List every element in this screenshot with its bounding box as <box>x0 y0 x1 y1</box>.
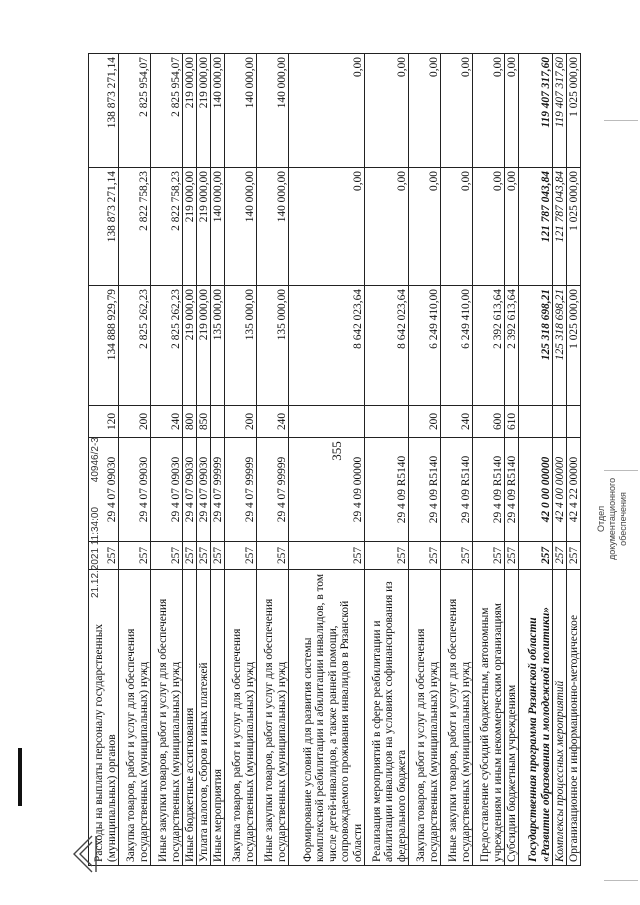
row-program-code: 29 4 07 99999 <box>257 438 289 542</box>
row-amount-2023: 140 000,00 <box>257 168 289 286</box>
table-row <box>365 54 409 866</box>
row-amount-2022: 135 000,00 <box>225 286 257 406</box>
row-name: Иные закупки товаров, работ и услуг для обеспечения государственных (муниципальных) нужд <box>151 570 183 866</box>
row-amount-2024: 138 873 271,14 <box>89 54 119 168</box>
row-name: Реализация мероприятий в сфере реабилитации и абилитации инвалидов на условиях софинансирования из федерального бюджета <box>365 570 409 866</box>
row-name: Государственная программа Рязанской области «Развитие образования и молодежной политики» <box>519 570 553 866</box>
row-agency-code: 257 <box>409 542 441 570</box>
row-amount-2023: 1 025 000,00 <box>567 168 581 286</box>
row-program-code: 29 4 09 R5140 <box>365 438 409 542</box>
row-name: Организационное и информационно-методическое <box>567 570 581 866</box>
row-amount-2022: 2 825 262,23 <box>151 286 183 406</box>
row-agency-code: 257 <box>567 542 581 570</box>
row-amount-2023: 138 873 271,14 <box>89 168 119 286</box>
row-amount-2022: 219 000,00 <box>183 286 197 406</box>
row-program-code: 29 4 09 R5140 <box>505 438 519 542</box>
row-name: Формирование условий для развития системы комплексной реабилитации и абилитации инвалидов, в том числе детей-инвалидов, а также ранней помощи, сопровождаемого проживания инвалидов в Рязанской области <box>289 570 365 866</box>
row-agency-code: 257 <box>89 542 119 570</box>
row-amount-2022: 6 249 410,00 <box>441 286 473 406</box>
row-amount-2024: 2 825 954,07 <box>151 54 183 168</box>
row-expense-type: 800 <box>183 406 197 438</box>
row-name: Иные закупки товаров, работ и услуг для обеспечения государственных (муниципальных) нужд <box>441 570 473 866</box>
row-amount-2024: 0,00 <box>289 54 365 168</box>
row-expense-type: 120 <box>89 406 119 438</box>
table-row <box>289 54 365 866</box>
table-row <box>211 54 225 866</box>
row-agency-code: 257 <box>183 542 197 570</box>
row-program-code: 29 4 07 09030 <box>183 438 197 542</box>
row-amount-2022: 6 249 410,00 <box>409 286 441 406</box>
row-expense-type: 610 <box>505 406 519 438</box>
row-expense-type: 200 <box>119 406 151 438</box>
row-name: Иные закупки товаров, работ и услуг для обеспечения государственных (муниципальных) нужд <box>257 570 289 866</box>
table-row <box>505 54 519 866</box>
row-amount-2024: 140 000,00 <box>211 54 225 168</box>
row-program-code: 29 4 09 R5140 <box>409 438 441 542</box>
row-program-code: 29 4 09 R5140 <box>441 438 473 542</box>
row-amount-2023: 140 000,00 <box>211 168 225 286</box>
row-amount-2022: 125 318 698,21 <box>553 286 567 406</box>
row-agency-code: 257 <box>119 542 151 570</box>
department-line-2: обеспечения <box>618 492 628 546</box>
row-program-code: 29 4 09 R5140 <box>473 438 505 542</box>
row-expense-type <box>211 406 225 438</box>
row-agency-code: 257 <box>225 542 257 570</box>
row-amount-2024: 2 825 954,07 <box>119 54 151 168</box>
row-program-code: 29 4 07 09030 <box>151 438 183 542</box>
row-expense-type: 850 <box>197 406 211 438</box>
row-amount-2024: 0,00 <box>441 54 473 168</box>
row-agency-code: 257 <box>441 542 473 570</box>
row-amount-2023: 0,00 <box>365 168 409 286</box>
scan-artifact-line <box>604 880 638 881</box>
row-amount-2023: 121 787 043,84 <box>553 168 567 286</box>
row-amount-2022: 219 000,00 <box>197 286 211 406</box>
row-program-code: 29 4 07 09030 <box>89 438 119 542</box>
row-amount-2024: 0,00 <box>365 54 409 168</box>
row-program-code: 29 4 07 09030 <box>197 438 211 542</box>
row-expense-type <box>567 406 581 438</box>
row-amount-2023: 0,00 <box>505 168 519 286</box>
row-amount-2024: 219 000,00 <box>183 54 197 168</box>
row-expense-type <box>553 406 567 438</box>
table-row <box>519 54 553 866</box>
row-program-code: 42 0 00 00000 <box>519 438 553 542</box>
row-amount-2023: 0,00 <box>409 168 441 286</box>
row-agency-code: 257 <box>473 542 505 570</box>
row-amount-2024: 119 407 317,60 <box>519 54 553 168</box>
row-name: Расходы на выплаты персоналу государственных (муниципальных) органов <box>89 570 119 866</box>
row-expense-type: 200 <box>225 406 257 438</box>
row-amount-2022: 1 025 000,00 <box>567 286 581 406</box>
row-amount-2023: 140 000,00 <box>225 168 257 286</box>
row-amount-2022: 135 000,00 <box>211 286 225 406</box>
row-expense-type: 600 <box>473 406 505 438</box>
table-row <box>225 54 257 866</box>
scan-edge-mark <box>18 748 22 806</box>
row-agency-code: 257 <box>553 542 567 570</box>
table-row <box>197 54 211 866</box>
table-row <box>567 54 581 866</box>
row-amount-2022: 8 642 023,64 <box>289 286 365 406</box>
row-program-code: 42 4 22 00000 <box>567 438 581 542</box>
row-amount-2023: 2 822 758,23 <box>119 168 151 286</box>
row-name: Иные мероприятия <box>211 570 225 866</box>
row-amount-2024: 119 407 317,60 <box>553 54 567 168</box>
row-amount-2023: 219 000,00 <box>183 168 197 286</box>
table-row <box>473 54 505 866</box>
row-amount-2023: 0,00 <box>289 168 365 286</box>
row-agency-code: 257 <box>505 542 519 570</box>
rotated-page <box>88 54 618 866</box>
budget-table-body <box>89 54 581 866</box>
row-amount-2023: 121 787 043,84 <box>519 168 553 286</box>
row-program-code: 29 4 09 00000 <box>289 438 365 542</box>
row-expense-type <box>289 406 365 438</box>
table-row <box>553 54 567 866</box>
row-amount-2024: 0,00 <box>505 54 519 168</box>
row-agency-code: 257 <box>365 542 409 570</box>
print-footer <box>90 415 101 598</box>
row-expense-type: 200 <box>409 406 441 438</box>
row-amount-2024: 219 000,00 <box>197 54 211 168</box>
row-program-code: 29 4 07 09030 <box>119 438 151 542</box>
document-code: 40946/2-3 <box>90 437 101 483</box>
table-row <box>409 54 441 866</box>
row-expense-type <box>365 406 409 438</box>
row-name: Закупка товаров, работ и услуг для обеспечения государственных (муниципальных) нужд <box>119 570 151 866</box>
row-agency-code: 257 <box>257 542 289 570</box>
print-timestamp: 21.12.2021 11:34:00 <box>90 506 101 598</box>
budget-table <box>88 53 581 866</box>
row-expense-type: 240 <box>257 406 289 438</box>
department-stamp <box>596 478 629 560</box>
row-expense-type: 240 <box>441 406 473 438</box>
row-agency-code: 257 <box>197 542 211 570</box>
row-name: Комплексы процессных мероприятий <box>553 570 567 866</box>
row-amount-2024: 0,00 <box>409 54 441 168</box>
row-name: Закупка товаров, работ и услуг для обеспечения государственных (муниципальных) нужд <box>225 570 257 866</box>
row-name: Уплата налогов, сборов и иных платежей <box>197 570 211 866</box>
row-name: Субсидии бюджетным учреждениям <box>505 570 519 866</box>
row-program-code: 42 4 00 00000 <box>553 438 567 542</box>
table-row <box>119 54 151 866</box>
registry-logo-icon <box>70 832 98 876</box>
row-amount-2023: 2 822 758,23 <box>151 168 183 286</box>
table-row <box>441 54 473 866</box>
row-agency-code: 257 <box>151 542 183 570</box>
row-expense-type <box>519 406 553 438</box>
row-amount-2022: 135 000,00 <box>257 286 289 406</box>
row-name: Предоставление субсидий бюджетным, автономным учреждениям и иным некоммерческим организациям <box>473 570 505 866</box>
row-program-code: 29 4 07 99999 <box>225 438 257 542</box>
row-amount-2024: 1 025 000,00 <box>567 54 581 168</box>
row-amount-2022: 2 825 262,23 <box>119 286 151 406</box>
page-number: 355 <box>328 441 344 461</box>
row-amount-2022: 8 642 023,64 <box>365 286 409 406</box>
row-amount-2024: 0,00 <box>473 54 505 168</box>
row-program-code: 29 4 07 99999 <box>211 438 225 542</box>
row-agency-code: 257 <box>211 542 225 570</box>
row-amount-2022: 2 392 613,64 <box>473 286 505 406</box>
row-expense-type: 240 <box>151 406 183 438</box>
row-amount-2023: 0,00 <box>473 168 505 286</box>
row-amount-2023: 219 000,00 <box>197 168 211 286</box>
row-amount-2024: 140 000,00 <box>225 54 257 168</box>
department-line-1: Отдел документационного <box>596 477 617 560</box>
row-agency-code: 257 <box>289 542 365 570</box>
table-row <box>257 54 289 866</box>
row-amount-2022: 2 392 613,64 <box>505 286 519 406</box>
table-row <box>183 54 197 866</box>
table-row <box>151 54 183 866</box>
row-amount-2024: 140 000,00 <box>257 54 289 168</box>
row-agency-code: 257 <box>519 542 553 570</box>
row-amount-2023: 0,00 <box>441 168 473 286</box>
row-amount-2022: 134 888 929,79 <box>89 286 119 406</box>
row-name: Иные бюджетные ассигнования <box>183 570 197 866</box>
row-name: Закупка товаров, работ и услуг для обеспечения государственных (муниципальных) нужд <box>409 570 441 866</box>
row-amount-2022: 125 318 698,21 <box>519 286 553 406</box>
